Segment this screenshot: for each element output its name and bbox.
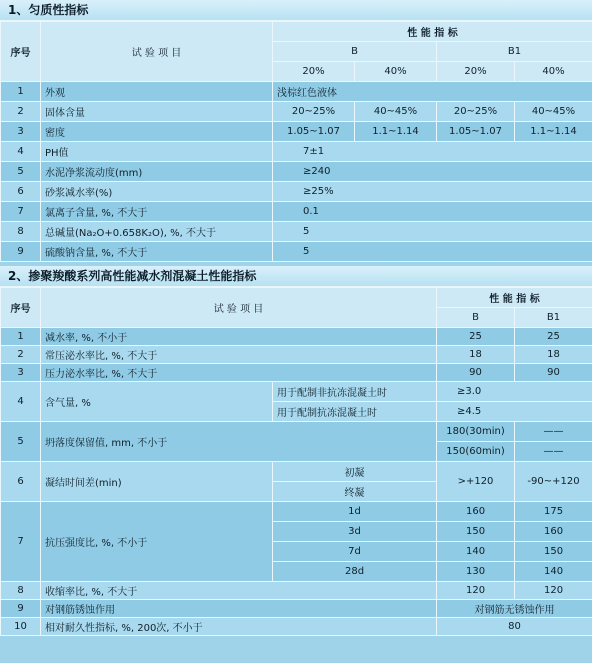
- table-row: 5 坍落度保留值, mm, 不小于 180(30min) ——: [1, 422, 592, 442]
- table-row: 3 密度 1.05~1.07 1.1~1.14 1.05~1.07 1.1~1.14: [1, 122, 592, 142]
- table-row: 2 固体含量 20~25% 40~45% 20~25% 40~45%: [1, 102, 592, 122]
- table-row: 1 减水率, %, 不小于 25 25: [1, 328, 592, 346]
- table-row: 6 凝结时间差(min) 初凝 >+120 -90~+120: [1, 462, 592, 482]
- table-row: 7 抗压强度比, %, 不小于 1d 160 175: [1, 502, 592, 522]
- table-row: 4 PH值 7±1: [1, 142, 592, 162]
- section1-title: 1、匀质性指标: [0, 0, 592, 21]
- item-header: 试 验 项 目: [41, 288, 437, 328]
- seq-header: 序号: [1, 288, 41, 328]
- table-row: 8 收缩率比, %, 不大于 120 120: [1, 582, 592, 600]
- table-row: 2 常压泌水率比, %, 不大于 18 18: [1, 346, 592, 364]
- perf-header: 性 能 指 标: [273, 22, 592, 42]
- grade-b-header: B: [273, 42, 437, 62]
- table-row: 9 硫酸钠含量, %, 不大于 5: [1, 242, 592, 262]
- item-header: 试 验 项 目: [41, 22, 273, 82]
- table-row: 5 水泥净浆流动度(mm) ≥240: [1, 162, 592, 182]
- homogeneity-table: [0, 21, 592, 262]
- section2-title: 2、掺聚羧酸系列高性能减水剂混凝土性能指标: [0, 266, 592, 287]
- table-row: 3 压力泌水率比, %, 不大于 90 90: [1, 364, 592, 382]
- seq-header: 序号: [1, 22, 41, 82]
- conc-header: 40%: [515, 62, 592, 82]
- table-row: 10 相对耐久性指标, %, 200次, 不小于 80: [1, 618, 592, 636]
- table-row: 6 砂浆减水率(%) ≥25%: [1, 182, 592, 202]
- perf-header: 性 能 指 标: [437, 288, 592, 308]
- grade-b1-header: B1: [437, 42, 592, 62]
- table-row: 8 总碱量(Na₂O+0.658K₂O), %, 不大于 5: [1, 222, 592, 242]
- conc-header: 20%: [273, 62, 355, 82]
- table-row: 7 氯离子含量, %, 不大于 0.1: [1, 202, 592, 222]
- table-row: 4 含气量, % 用于配制非抗冻混凝土时 ≥3.0: [1, 382, 592, 402]
- concrete-performance-table: 序号 试 验 项 目 性 能 指 标 B B1 1 减水率, %, 不小于 25 25 2 常压泌水率比, %, 不大于 18 18 3 压力泌水率比, %, 不大于 90 90 4 含气量, % 用于配制非抗冻混凝土时 ≥3.0 用于配制抗冻混凝土时 ≥4.5 5 坍落度保留值, mm, 不小于 180(30min) —— 150(60min) —— 6 凝结时间差(min) 初凝 >+120 -90~+120 终凝 7 抗压强度比, %, 不小于 1d 160 175 3d 150 160 7d 140 150 28d 130 140 8 收缩率比, %, 不大于 120 120 9 对钢筋锈蚀作用 对钢筋无锈蚀作用 10 相对耐久性指标, %, 200次, 不小于 80: [0, 287, 592, 636]
- table-row: 1 外观 浅棕红色液体: [1, 82, 592, 102]
- conc-header: 20%: [437, 62, 515, 82]
- conc-header: 40%: [355, 62, 437, 82]
- table-row: 9 对钢筋锈蚀作用 对钢筋无锈蚀作用: [1, 600, 592, 618]
- grade-b1-header: B1: [515, 308, 592, 328]
- grade-b-header: B: [437, 308, 515, 328]
